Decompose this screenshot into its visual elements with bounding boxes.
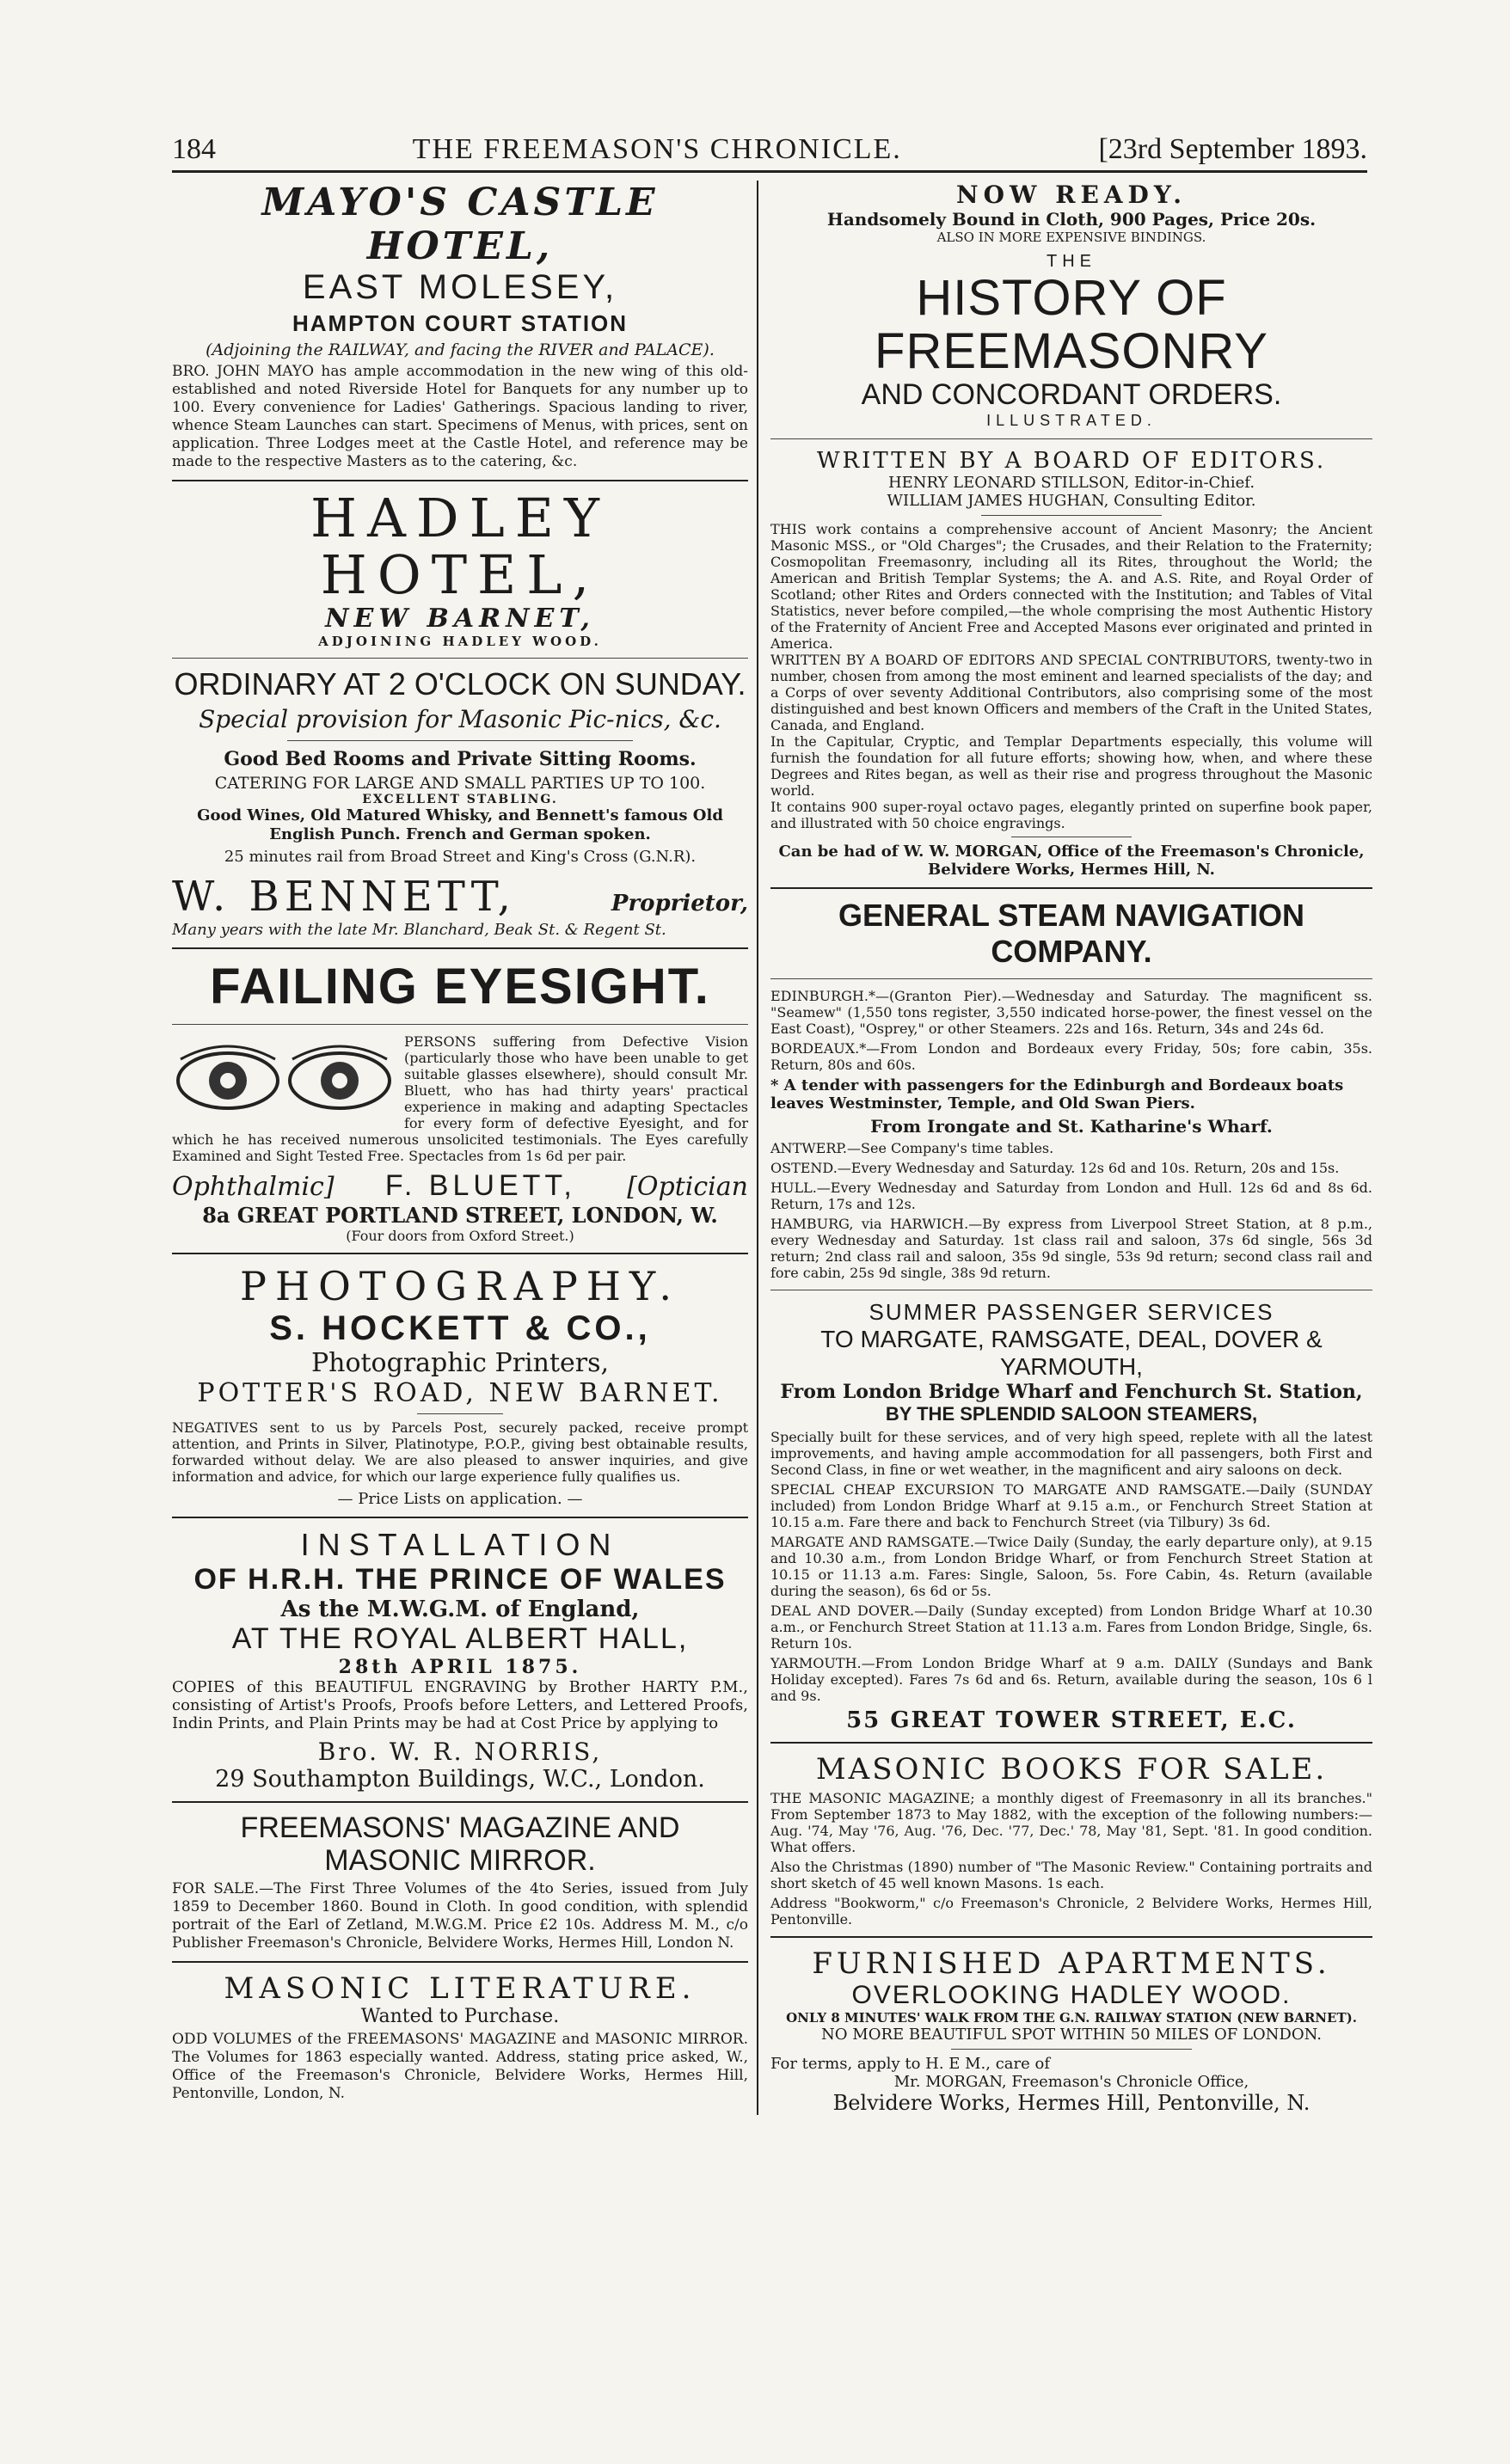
- proprietor-name: W. BENNETT,: [172, 873, 516, 921]
- mayo-adjoining: (Adjoining the RAILWAY, and facing the RIVER and PALACE).: [206, 340, 715, 359]
- mayo-ad: [172, 181, 748, 471]
- steam-hamburg: HAMBURG, via HARWICH.—By express from Liverpool Street Station, at 8 p.m., every Wednesday and Saturday. 1st class rail and saloon, 37s 6d single, 56s 3d return; 2nd class rail and saloon, 35s 9d single, 53s 9d return; second class rail and fore cabin, 25s 9d single, 38s 9d return.: [770, 1216, 1372, 1281]
- bluett-address: 8a GREAT PORTLAND STREET, LONDON, W.: [202, 1203, 718, 1228]
- installation-title: INSTALLATION: [300, 1527, 620, 1562]
- norris-name: Bro. W. R. NORRIS,: [317, 1738, 603, 1766]
- left-column: [172, 181, 748, 2103]
- mayo-title: MAYO'S CASTLE HOTEL,: [261, 181, 659, 268]
- furnished-terms: For terms, apply to H. E M., care of: [770, 2055, 1051, 2073]
- steam-address: 55 GREAT TOWER STREET, E.C.: [846, 1707, 1297, 1733]
- mayo-body: BRO. JOHN MAYO has ample accommodation in the new wing of this old-established and noted Riverside Hotel for Banquets for any number up to 100. Every convenience for Ladies' Gatherings. Spacious landing to river, whence Steam Launches can start. Specimens of Menus, with prices, sent on application. Three Lodges meet at the Castle Hotel, and reference may be made to the respective Masters as to the catering, &c.: [172, 363, 748, 470]
- steam-from-irongate: From Irongate and St. Katharine's Wharf.: [870, 1116, 1273, 1137]
- history-bound: Handsomely Bound in Cloth, 900 Pages, Price 20s.: [826, 209, 1317, 230]
- proprietor-label: Proprietor,: [611, 891, 748, 916]
- now-ready: NOW READY.: [956, 181, 1187, 209]
- hockett-price: — Price Lists on application. —: [337, 1490, 583, 1508]
- mayo-station: HAMPTON COURT STATION: [292, 310, 629, 336]
- history-illustrated: ILLUSTRATED.: [986, 412, 1157, 429]
- books-ad: [770, 1752, 1372, 1928]
- installation-prince: OF H.R.H. THE PRINCE OF WALES: [193, 1563, 727, 1596]
- history-body-2: WRITTEN BY A BOARD OF EDITORS AND SPECIAL CONTRIBUTORS, twenty-two in number, chosen from among the most eminent and learned specialists of the day; and a Corps of over seventy Additional Contributors, also comprising some of the most distinguished and best known Officers and members of the Craft in the United States, Canada, and England.: [770, 652, 1372, 733]
- hockett-body: NEGATIVES sent to us by Parcels Post, securely packed, receive prompt attention, and Prints in Silver, Platinotype, P.O.P., giving best obtainable results, forwarded without delay. We are also pleased to answer inquiries, and give information and advice, for which our large experience fully qualifies us.: [172, 1419, 748, 1485]
- hadley-ad: [172, 487, 748, 939]
- books-title: MASONIC BOOKS FOR SALE.: [815, 1752, 1328, 1787]
- mayo-location: EAST MOLESEY,: [302, 268, 618, 306]
- steam-margate: TO MARGATE, RAMSGATE, DEAL, DOVER & YARMOUTH,: [820, 1326, 1323, 1380]
- ophthalmic-label: Ophthalmic]: [172, 1172, 335, 1202]
- bluett-line: [172, 1169, 748, 1203]
- steam-tender: * A tender with passengers for the Edinburgh and Bordeaux boats leaves Westminster, Temple, and Old Swan Piers.: [770, 1076, 1344, 1112]
- history-subtitle: AND CONCORDANT ORDERS.: [861, 378, 1282, 411]
- history-the: THE: [1047, 252, 1096, 271]
- history-body-1: THIS work contains a comprehensive account of Ancient Masonry; the Ancient Masonic MSS., or "Old Charges"; the Crusades, and their Relation to the Fraternity; Cosmopolitan Freemasonry, including all its Rites, throughout the World; the American and British Templar Systems; the A. and A.S. Rite, and Royal Order of Scotland; other Rites and Orders connected with the Institution; and Tables of Vital Statistics, never before compiled,—the whole comprising the most Authentic History of the Fraternity of Ancient Free and Accepted Masons ever originated and printed in America.: [770, 521, 1372, 652]
- eyesight-ad: [172, 958, 748, 1244]
- installation-as: As the M.W.G.M. of England,: [280, 1597, 640, 1622]
- eyesight-body: PERSONS suffering from Defective Vision (particularly those who have been unable to get suitable glasses elsewhere), should consult Mr. Bluett, who has had thirty years' practical experience in making and adapting Spectacles for every form of defective Eyesight, and for which he has received numerous unsolicited testimonials. The Eyes carefully Examined and Sight Tested Free. Spectacles from 1s 6d per pair.: [172, 1033, 748, 1164]
- hadley-title: HADLEY HOTEL,: [310, 487, 610, 606]
- steam-deal-dover: DEAL AND DOVER.—Daily (Sunday excepted) from London Bridge Wharf at 10.30 a.m., or Fenchurch Street Station at 11.13 a.m. Fares from London Bridge, Single, 6s. Return 10s.: [770, 1603, 1372, 1652]
- hadley-ordinary: ORDINARY AT 2 O'CLOCK ON SUNDAY.: [174, 666, 746, 702]
- mirror-ad: [172, 1811, 748, 1952]
- books-body-3: Address "Bookworm," c/o Freemason's Chronicle, 2 Belvidere Works, Hermes Hill, Pentonville.: [770, 1895, 1372, 1928]
- furnished-ad: [770, 1946, 1372, 2115]
- steam-ad: [770, 898, 1372, 1733]
- mirror-title: FREEMASONS' MAGAZINE AND MASONIC MIRROR.: [240, 1811, 680, 1877]
- hadley-adjoining: ADJOINING HADLEY WOOD.: [318, 634, 602, 649]
- steam-special-excursion: SPECIAL CHEAP EXCURSION TO MARGATE AND RAMSGATE.—Daily (SUNDAY included) from London Bridge Wharf at 9.15 a.m., or Fenchurch Street Station at 10.15 a.m. Fare there and back to Fenchurch Street (via Tilbury) 3s 6d.: [770, 1481, 1372, 1530]
- bluett-name: F. BLUETT,: [384, 1169, 576, 1202]
- furnished-works: Belvidere Works, Hermes Hill, Pentonville, N.: [832, 2091, 1311, 2115]
- mirror-body: FOR SALE.—The First Three Volumes of the 4to Series, issued from July 1859 to December 1860. Bound in Cloth. In good condition, with splendid portrait of the Earl of Zetland, M.W.G.M. Price £2 10s. Address M. M., c/o Publisher Freemason's Chronicle, Belvidere Works, Hermes Hill, London N.: [172, 1880, 748, 1952]
- hadley-rail: 25 minutes rail from Broad Street and King's Cross (G.N.R).: [224, 848, 697, 866]
- history-body-4: It contains 900 super-royal octavo pages, elegantly printed on superfine book paper, and illustrated with 50 choice engravings.: [770, 799, 1372, 831]
- hadley-many-years: Many years with the late Mr. Blanchard, Beak St. & Regent St.: [172, 921, 666, 939]
- installation-date: 28th APRIL 1875.: [338, 1656, 582, 1678]
- installation-ad: [172, 1527, 748, 1793]
- norris-address: 29 Southampton Buildings, W.C., London.: [215, 1766, 705, 1793]
- history-morgan: Can be had of W. W. MORGAN, Office of the Freemason's Chronicle, Belvidere Works, Hermes Hill, N.: [778, 843, 1365, 879]
- eyes-illustration: [172, 1033, 396, 1128]
- hadley-catering: CATERING FOR LARGE AND SMALL PARTIES UP TO 100.: [214, 774, 706, 793]
- literature-ad: [172, 1971, 748, 2103]
- books-body-2: Also the Christmas (1890) number of "The Masonic Review." Containing portraits and short sketch of 45 well known Masons. 1s each.: [770, 1859, 1372, 1891]
- history-written: WRITTEN BY A BOARD OF EDITORS.: [816, 448, 1327, 474]
- literature-title: MASONIC LITERATURE.: [224, 1971, 697, 2006]
- photography-title: PHOTOGRAPHY.: [240, 1263, 680, 1309]
- bluett-doors: (Four doors from Oxford Street.): [346, 1228, 574, 1244]
- hadley-rooms: Good Bed Rooms and Private Sitting Rooms.: [224, 748, 697, 770]
- furnished-no-more: NO MORE BEAUTIFUL SPOT WITHIN 50 MILES OF LONDON.: [821, 2026, 1322, 2044]
- history-stillson: HENRY LEONARD STILLSON, Editor-in-Chief.: [887, 474, 1255, 492]
- eyesight-title: FAILING EYESIGHT.: [210, 959, 710, 1014]
- hadley-stabling: EXCELLENT STABLING.: [362, 793, 558, 806]
- history-title: HISTORY OF FREEMASONRY: [875, 270, 1268, 379]
- furnished-title: FURNISHED APARTMENTS.: [812, 1946, 1331, 1981]
- steam-bordeaux: BORDEAUX.*—From London and Bordeaux every Friday, 50s; fore cabin, 35s. Return, 80s and 60s.: [770, 1040, 1372, 1073]
- hadley-special: Special provision for Masonic Pic-nics, &c.: [199, 705, 721, 733]
- hadley-subtitle: NEW BARNET,: [325, 604, 595, 634]
- hadley-proprietor: [172, 873, 748, 921]
- photography-ad: [172, 1263, 748, 1508]
- steam-title: GENERAL STEAM NAVIGATION COMPANY.: [838, 898, 1305, 969]
- furnished-morgan: Mr. MORGAN, Freemason's Chronicle Office,: [893, 2073, 1249, 2091]
- right-column: [757, 181, 1372, 2115]
- history-bindings: ALSO IN MORE EXPENSIVE BINDINGS.: [936, 230, 1206, 245]
- steam-ostend: OSTEND.—Every Wednesday and Saturday. 12s 6d and 10s. Return, 20s and 15s.: [770, 1160, 1340, 1176]
- hockett-printers: Photographic Printers,: [310, 1348, 610, 1378]
- optician-label: [Optician: [627, 1172, 748, 1202]
- steam-yarmouth: YARMOUTH.—From London Bridge Wharf at 9 a.m. DAILY (Sundays and Bank Holiday excepted). Fares 7s 6d and 6s. Return, available during the season, 10s 6 l and 9s.: [770, 1655, 1372, 1704]
- steam-antwerp: ANTWERP.—See Company's time tables.: [770, 1140, 1054, 1156]
- history-body-3: In the Capitular, Cryptic, and Templar Departments especially, this volume will furnish the foundation for all future efforts; showing how, when, and where these Degrees and Rites began, as well as their rise and progress throughout the Masonic world.: [770, 733, 1372, 799]
- installation-hall: AT THE ROYAL ALBERT HALL,: [231, 1622, 689, 1655]
- page-header: [172, 129, 1367, 173]
- history-hughan: WILLIAM JAMES HUGHAN, Consulting Editor.: [887, 492, 1256, 510]
- hockett-road: POTTER'S ROAD, NEW BARNET.: [197, 1378, 723, 1408]
- literature-body: ODD VOLUMES of the FREEMASONS' MAGAZINE and MASONIC MIRROR. The Volumes for 1863 especially wanted. Address, stating price asked, W., Office of the Freemason's Chronicle, Belvidere Works, Hermes Hill, Pentonville, London, N.: [172, 2031, 748, 2102]
- masthead-title: THE FREEMASON'S CHRONICLE.: [412, 133, 902, 165]
- steam-edinburgh: EDINBURGH.*—(Granton Pier).—Wednesday and Saturday. The magnificent ss. "Seamew" (1,550 tons register, 3,550 indicated horse-power, the finest vessel on the East Coast), "Osprey," or other Steamers. 22s and 16s. Return, 34s and 24s 6d.: [770, 988, 1372, 1037]
- history-ad: [770, 181, 1372, 879]
- steam-margate-ramsgate: MARGATE AND RAMSGATE.—Twice Daily (Sunday, the early departure only), at 9.15 and 10.30 a.m., from London Bridge Wharf, or from Fenchurch Street Station at 10.15 or 11.13 a.m. Fares: Single, Saloon, 5s. Fore Cabin, 4s. Return (available during the season), 6s 6d or 5s.: [770, 1534, 1372, 1599]
- furnished-only: ONLY 8 MINUTES' WALK FROM THE G.N. RAILWAY STATION (NEW BARNET).: [786, 2010, 1357, 2026]
- installation-body: COPIES of this BEAUTIFUL ENGRAVING by Brother HARTY P.M., consisting of Artist's Proofs, Proofs before Letters, and Lettered Proofs, Indin Prints, and Plain Prints may be had at Cost Price by applying to: [172, 1678, 748, 1732]
- steam-hull: HULL.—Every Wednesday and Saturday from London and Hull. 12s 6d and 8s 6d. Return, 17s and 12s.: [770, 1180, 1372, 1212]
- steam-splendid: BY THE SPLENDID SALOON STEAMERS,: [885, 1403, 1258, 1425]
- page-number: 184: [172, 133, 216, 165]
- steam-specially: Specially built for these services, and of very high speed, replete with all the latest improvements, and having ample accommodation for all passengers, both First and Second Class, in fine or wet weather, in the magnificent and airy saloons on deck.: [770, 1429, 1372, 1478]
- hockett-firm: S. HOCKETT & CO.,: [269, 1309, 651, 1347]
- steam-summer: SUMMER PASSENGER SERVICES: [869, 1299, 1274, 1325]
- steam-from-london: From London Bridge Wharf and Fenchurch St. Station,: [780, 1381, 1363, 1403]
- books-body-1: THE MASONIC MAGAZINE; a monthly digest of Freemasonry in all its branches." From September 1873 to May 1882, with the exception of the following numbers:—Aug. '74, May '76, Aug. '76, Dec. '77, Dec.' 78, May '81, Sept. '81. In good condition. What offers.: [770, 1790, 1372, 1855]
- hadley-wines: Good Wines, Old Matured Whisky, and Bennett's famous Old English Punch. French and German spoken.: [197, 806, 723, 843]
- furnished-overlooking: OVERLOOKING HADLEY WOOD.: [851, 1981, 1292, 2009]
- issue-date: [23rd September 1893.: [1098, 133, 1367, 165]
- literature-wanted: Wanted to Purchase.: [360, 2006, 560, 2027]
